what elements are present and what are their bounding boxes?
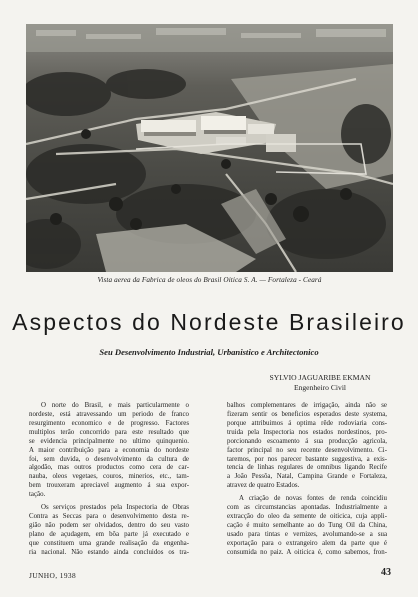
aerial-photo: [26, 24, 393, 272]
text-line: exportação para o extrangeiro alem da parte que é: [227, 539, 387, 547]
text-line: extracção do oleo da semente de oiticica, cuja appli-: [227, 513, 387, 521]
text-line: cação é muito semelhante ao do Tung Oil da China,: [227, 521, 387, 529]
article-right-column: [227, 402, 387, 558]
page-number: 43: [381, 567, 391, 578]
article-subtitle: Seu Desenvolvimento Industrial, Urbanistico e Architectonico: [99, 347, 319, 357]
text-line: algodão, mas outros productos como cera de car-: [29, 464, 189, 472]
text-line: nauba, oleos vegetaes, couros, minerios, etc., tam-: [29, 473, 189, 481]
article-title: Aspectos do Nordeste Brasileiro: [12, 309, 406, 335]
text-line: plano de açudagem, em bôa parte já executado e: [29, 530, 189, 538]
text-line: se evidencia principalmente no ultimo quinquenio.: [29, 437, 189, 445]
text-line: a João Pessôa, Natal, Campina Grande e Fortaleza,: [227, 473, 387, 481]
text-line: usado para tintas e vernizes, avolumando-se a sua: [227, 530, 387, 538]
text-line: factor principal no seu recente desenvolvimento. Ci-: [227, 446, 387, 454]
article-left-column: [29, 402, 189, 558]
text-line: fizeram sentir os beneficios esperados deste systema,: [227, 410, 387, 418]
text-line: com as circumstancias apontadas. Industrialmente a: [227, 504, 387, 512]
text-line: nordeste, está atravessando um periodo de franco: [29, 410, 189, 418]
text-line: balhos complementares de irrigação, ainda não se: [227, 402, 387, 409]
text-line: porque attribuimos á optima rêde rodoviaria cons-: [227, 419, 387, 427]
text-line: taremos, por nos parecer bastante suggestiva, a exis-: [227, 455, 387, 463]
text-line: foi, sem duvida, o desenvolvimento da cultura de: [29, 455, 189, 463]
text-line: multiplos terão concorrido para este resultado que: [29, 428, 189, 436]
author-role: Engenheiro Civil: [293, 383, 347, 392]
text-line: gião não podem ser olvidados, dentro do seu vasto: [29, 521, 189, 529]
photo-caption: Vista aerea da Fabrica de oleos do Brasil Oitica S. A. — Fortaleza - Ceará: [97, 276, 322, 284]
text-line: tencia de linhas regulares de omnibus ligando Recife: [227, 464, 387, 472]
text-line: porcionando escoamento á sua producção agricola,: [227, 437, 387, 445]
text-line: tação.: [29, 491, 46, 499]
text-line: Contra as Seccas para o desenvolvimento desta re-: [29, 513, 189, 521]
text-line: resurgimento economico e de progresso. Factores: [29, 419, 189, 427]
text-line: A criação de novas fontes de renda coincidiu: [239, 495, 387, 503]
text-line: que constituem uma grande realisação da engenha-: [29, 539, 189, 547]
text-line: atravez de quatro Estados.: [227, 482, 300, 490]
text-line: Os serviços prestados pela Inspectoria de Obras: [41, 504, 189, 512]
text-line: bem trouxeram apreciavel augmento á sua expor-: [29, 482, 189, 490]
text-line: truida pela Inspectoria nos estados nordestinos, pro-: [227, 428, 387, 436]
issue-date: JUNHO, 1938: [29, 571, 77, 580]
author-block: [258, 373, 382, 393]
aerial-photograph-icon: [26, 24, 393, 272]
author-name: SYLVIO JAGUARIBE EKMAN: [269, 373, 371, 382]
text-line: consumida no paiz. A oiticica é, como sabemos, fron-: [227, 548, 387, 556]
text-line: O norte do Brasil, e mais particularmente o: [41, 402, 189, 409]
text-line: ria nacional. Não estando ainda concluidos os tra-: [29, 548, 189, 556]
text-line: A maior contribuição para a economia do nordeste: [29, 446, 189, 454]
